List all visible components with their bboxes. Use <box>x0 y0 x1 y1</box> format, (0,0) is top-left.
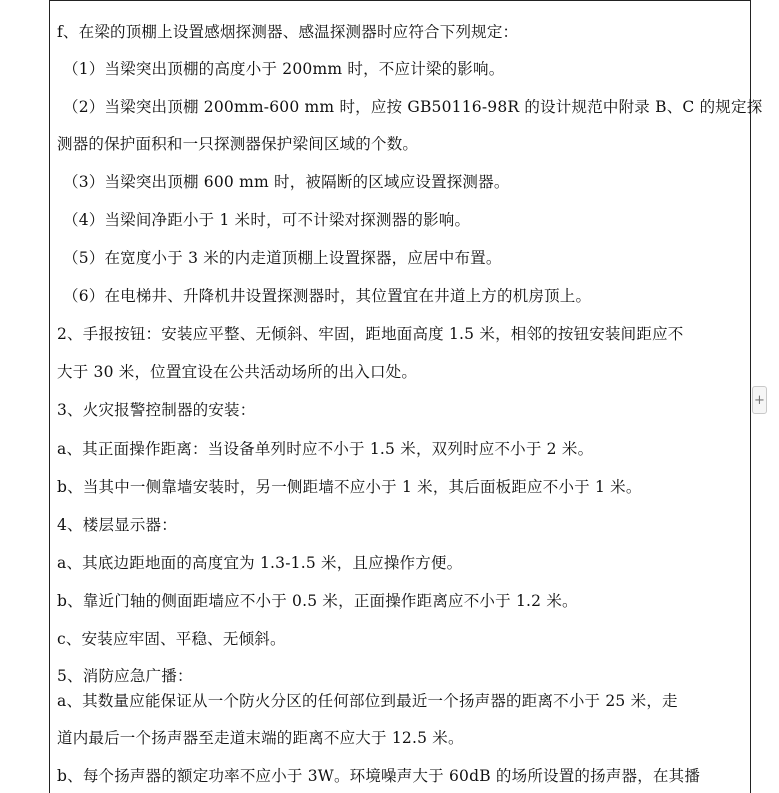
rule-f-item-5: （5）在宽度小于 3 米的内走道顶棚上设置探器，应居中布置。 <box>63 249 502 267</box>
section-4-item-a: a、其底边距地面的高度宜为 1.3-1.5 米，且应操作方便。 <box>57 554 463 572</box>
rule-f-item-3: （3）当梁突出顶棚 600 mm 时，被隔断的区域应设置探测器。 <box>63 173 510 191</box>
section-4-heading: 4、楼层显示器： <box>57 516 177 534</box>
section-5-heading: 5、消防应急广播： <box>57 667 193 685</box>
section-5-item-a: a、其数量应能保证从一个防火分区的任何部位到最近一个扬声器的距离不小于 25 米，走 <box>57 692 678 710</box>
rule-f-item-4: （4）当梁间净距小于 1 米时，可不计梁对探测器的影响。 <box>63 211 471 229</box>
rule-f-heading: f、在梁的顶棚上设置感烟探测器、感温探测器时应符合下列规定： <box>57 23 519 41</box>
section-4-item-c: c、安装应牢固、平稳、无倾斜。 <box>57 630 286 648</box>
rule-f-item-6: （6）在电梯井、升降机井设置探测器时，其位置宜在井道上方的机房顶上。 <box>63 287 592 305</box>
expand-icon[interactable]: + <box>752 386 767 414</box>
section-5-item-b: b、每个扬声器的额定功率不应小于 3W。环境噪声大于 60dB 的场所设置的扬声器，在其播 <box>57 767 701 785</box>
section-4-item-b: b、靠近门轴的侧面距墙应不小于 0.5 米，正面操作距离应不小于 1.2 米。 <box>57 592 578 610</box>
section-3-heading: 3、火灾报警控制器的安装： <box>57 401 256 419</box>
section-5-item-a-continued: 道内最后一个扬声器至走道末端的距离不应大于 12.5 米。 <box>57 729 464 747</box>
section-2-continued: 大于 30 米，位置宜设在公共活动场所的出入口处。 <box>57 363 418 381</box>
section-3-item-a: a、其正面操作距离：当设备单列时应不小于 1.5 米，双列时应不小于 2 米。 <box>57 440 594 458</box>
rule-f-item-1: （1）当梁突出顶棚的高度小于 200mm 时，不应计梁的影响。 <box>63 60 505 78</box>
rule-f-item-2-continued: 测器的保护面积和一只探测器保护梁间区域的个数。 <box>57 135 419 153</box>
section-3-item-b: b、当其中一侧靠墙安装时，另一侧距墙不应小于 1 米，其后面板距应不小于 1 米。 <box>57 478 642 496</box>
section-2-manual-alarm-button: 2、手报按钮：安装应平整、无倾斜、牢固，距地面高度 1.5 米，相邻的按钮安装间距应不 <box>57 325 684 343</box>
rule-f-item-2: （2）当梁突出顶棚 200mm-600 mm 时，应按 GB50116-98R 的设计规范中附录 B、C 的规定探 <box>63 98 763 116</box>
